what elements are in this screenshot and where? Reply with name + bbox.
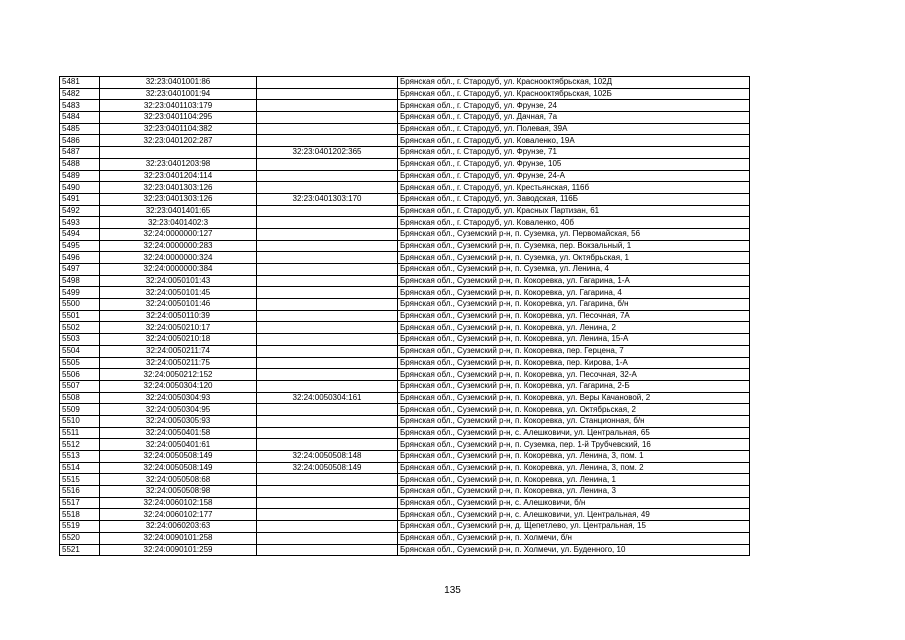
linked-cadastral-number-cell: [257, 275, 398, 287]
address-cell: Брянская обл., Суземский р-н, п. Кокоревка, ул. Октябрьская, 2: [398, 404, 750, 416]
address-cell: Брянская обл., Суземский р-н, п. Суземка, ул. Первомайская, 56: [398, 228, 750, 240]
address-cell: Брянская обл., Суземский р-н, п. Кокоревка, ул. Гагарина, 2-Б: [398, 380, 750, 392]
table-row: [60, 404, 750, 416]
cadastral-number-cell: 32:24:0050304:93: [100, 392, 257, 404]
table-row: [60, 275, 750, 287]
row-number-cell: 5482: [60, 88, 100, 100]
row-number-cell: 5511: [60, 427, 100, 439]
linked-cadastral-number-cell: [257, 217, 398, 229]
row-number-cell: 5496: [60, 252, 100, 264]
linked-cadastral-number-cell: 32:24:0050304:161: [257, 392, 398, 404]
linked-cadastral-number-cell: [257, 532, 398, 544]
row-number-cell: 5507: [60, 380, 100, 392]
table-row: [60, 486, 750, 498]
cadastral-number-cell: 32:24:0050211:75: [100, 357, 257, 369]
cadastral-number-cell: 32:23:0401401:65: [100, 205, 257, 217]
address-cell: Брянская обл., Суземский р-н, п. Кокоревка, ул. Ленина, 3, пом. 2: [398, 462, 750, 474]
row-number-cell: 5518: [60, 509, 100, 521]
address-cell: Брянская обл., Суземский р-н, с. Алешковичи, ул. Центральная, 65: [398, 427, 750, 439]
row-number-cell: 5517: [60, 497, 100, 509]
cadastral-number-cell: 32:24:0050304:95: [100, 404, 257, 416]
linked-cadastral-number-cell: [257, 544, 398, 556]
table-row: [60, 427, 750, 439]
table-row: [60, 334, 750, 346]
address-cell: Брянская обл., Суземский р-н, п. Кокоревка, ул. Гагарина, 1-А: [398, 275, 750, 287]
table-row: [60, 357, 750, 369]
row-number-cell: 5506: [60, 369, 100, 381]
cadastral-number-cell: 32:24:0050110:39: [100, 310, 257, 322]
cadastral-number-cell: 32:24:0050101:43: [100, 275, 257, 287]
row-number-cell: 5487: [60, 147, 100, 159]
linked-cadastral-number-cell: [257, 205, 398, 217]
address-cell: Брянская обл., Суземский р-н, п. Кокоревка, пер. Кирова, 1-А: [398, 357, 750, 369]
table-row: [60, 369, 750, 381]
address-cell: Брянская обл., Суземский р-н, п. Кокоревка, ул. Ленина, 2: [398, 322, 750, 334]
address-cell: Брянская обл., г. Стародуб, ул. Фрунзе, 24-А: [398, 170, 750, 182]
address-cell: Брянская обл., г. Стародуб, ул. Заводская, 116Б: [398, 193, 750, 205]
address-cell: Брянская обл., Суземский р-н, п. Суземка, пер. Вокзальный, 1: [398, 240, 750, 252]
row-number-cell: 5516: [60, 486, 100, 498]
row-number-cell: 5499: [60, 287, 100, 299]
table-row: [60, 521, 750, 533]
linked-cadastral-number-cell: [257, 112, 398, 124]
row-number-cell: 5520: [60, 532, 100, 544]
linked-cadastral-number-cell: 32:24:0050508:149: [257, 462, 398, 474]
table-row: [60, 415, 750, 427]
linked-cadastral-number-cell: [257, 404, 398, 416]
cadastral-number-cell: 32:23:0401104:295: [100, 112, 257, 124]
table-row: [60, 158, 750, 170]
linked-cadastral-number-cell: [257, 427, 398, 439]
address-cell: Брянская обл., г. Стародуб, ул. Коваленко, 40б: [398, 217, 750, 229]
cadastral-number-cell: 32:24:0050401:61: [100, 439, 257, 451]
table-row: [60, 299, 750, 311]
cadastral-number-cell: 32:24:0050305:93: [100, 415, 257, 427]
address-cell: Брянская обл., г. Стародуб, ул. Полевая, 39А: [398, 123, 750, 135]
table-row: [60, 392, 750, 404]
cadastral-number-cell: 32:24:0050508:149: [100, 462, 257, 474]
table-row: [60, 497, 750, 509]
cadastral-number-cell: 32:23:0401001:86: [100, 77, 257, 89]
linked-cadastral-number-cell: 32:23:0401303:170: [257, 193, 398, 205]
cadastral-number-cell: 32:24:0050101:46: [100, 299, 257, 311]
address-cell: Брянская обл., Суземский р-н, п. Кокоревка, ул. Ленина, 1: [398, 474, 750, 486]
table-row: [60, 112, 750, 124]
table-row: [60, 88, 750, 100]
linked-cadastral-number-cell: [257, 380, 398, 392]
cadastral-number-cell: 32:24:0050508:149: [100, 451, 257, 463]
row-number-cell: 5493: [60, 217, 100, 229]
cadastral-number-cell: 32:24:0060102:158: [100, 497, 257, 509]
table-row: [60, 193, 750, 205]
row-number-cell: 5492: [60, 205, 100, 217]
cadastral-number-cell: 32:23:0401303:126: [100, 193, 257, 205]
cadastral-number-cell: 32:24:0050210:17: [100, 322, 257, 334]
address-cell: Брянская обл., Суземский р-н, п. Кокоревка, ул. Ленина, 3: [398, 486, 750, 498]
table-row: [60, 345, 750, 357]
table-row: [60, 147, 750, 159]
row-number-cell: 5498: [60, 275, 100, 287]
row-number-cell: 5513: [60, 451, 100, 463]
address-cell: Брянская обл., г. Стародуб, ул. Крестьянская, 116б: [398, 182, 750, 194]
cadastral-number-cell: 32:24:0000000:324: [100, 252, 257, 264]
row-number-cell: 5488: [60, 158, 100, 170]
address-cell: Брянская обл., Суземский р-н, п. Кокоревка, ул. Ленина, 15-А: [398, 334, 750, 346]
linked-cadastral-number-cell: [257, 322, 398, 334]
address-cell: Брянская обл., г. Стародуб, ул. Фрунзе, 71: [398, 147, 750, 159]
table-row: [60, 252, 750, 264]
linked-cadastral-number-cell: [257, 310, 398, 322]
cadastral-number-cell: 32:24:0050212:152: [100, 369, 257, 381]
address-cell: Брянская обл., Суземский р-н, п. Суземка, ул. Октябрьская, 1: [398, 252, 750, 264]
linked-cadastral-number-cell: [257, 88, 398, 100]
address-cell: Брянская обл., Суземский р-н, п. Кокоревка, ул. Веры Качановой, 2: [398, 392, 750, 404]
page-number: 135: [444, 585, 461, 596]
table-row: [60, 532, 750, 544]
linked-cadastral-number-cell: [257, 264, 398, 276]
address-cell: Брянская обл., Суземский р-н, д. Щепетлево, ул. Центральная, 15: [398, 521, 750, 533]
linked-cadastral-number-cell: [257, 369, 398, 381]
table-row: [60, 509, 750, 521]
address-cell: Брянская обл., Суземский р-н, п. Суземка, ул. Ленина, 4: [398, 264, 750, 276]
linked-cadastral-number-cell: [257, 357, 398, 369]
address-cell: Брянская обл., г. Стародуб, ул. Коваленко, 19А: [398, 135, 750, 147]
linked-cadastral-number-cell: 32:23:0401202:365: [257, 147, 398, 159]
row-number-cell: 5510: [60, 415, 100, 427]
table-row: [60, 123, 750, 135]
address-cell: Брянская обл., г. Стародуб, ул. Краснооктябрьская, 102Д: [398, 77, 750, 89]
row-number-cell: 5521: [60, 544, 100, 556]
row-number-cell: 5484: [60, 112, 100, 124]
row-number-cell: 5503: [60, 334, 100, 346]
linked-cadastral-number-cell: [257, 252, 398, 264]
address-cell: Брянская обл., г. Стародуб, ул. Дачная, 7а: [398, 112, 750, 124]
cadastral-number-cell: 32:24:0000000:127: [100, 228, 257, 240]
table-row: [60, 474, 750, 486]
row-number-cell: 5501: [60, 310, 100, 322]
table-row: [60, 77, 750, 89]
table-row: [60, 264, 750, 276]
linked-cadastral-number-cell: [257, 439, 398, 451]
address-cell: Брянская обл., г. Стародуб, ул. Красных Партизан, 61: [398, 205, 750, 217]
table-row: [60, 310, 750, 322]
cadastral-number-cell: 32:24:0060102:177: [100, 509, 257, 521]
row-number-cell: 5502: [60, 322, 100, 334]
cadastral-number-cell: 32:24:0060203:63: [100, 521, 257, 533]
address-cell: Брянская обл., г. Стародуб, ул. Краснооктябрьская, 102Б: [398, 88, 750, 100]
table-row: [60, 205, 750, 217]
cadastral-number-cell: 32:23:0401204:114: [100, 170, 257, 182]
address-cell: Брянская обл., Суземский р-н, с. Алешковичи, ул. Центральная, 49: [398, 509, 750, 521]
linked-cadastral-number-cell: [257, 345, 398, 357]
cadastral-number-cell: 32:24:0050401:58: [100, 427, 257, 439]
address-cell: Брянская обл., Суземский р-н, п. Кокоревка, ул. Гагарина, б/н: [398, 299, 750, 311]
cadastral-number-cell: 32:24:0000000:384: [100, 264, 257, 276]
cadastral-number-cell: 32:24:0050210:18: [100, 334, 257, 346]
address-cell: Брянская обл., Суземский р-н, п. Холмечи, ул. Буденного, 10: [398, 544, 750, 556]
row-number-cell: 5494: [60, 228, 100, 240]
linked-cadastral-number-cell: [257, 299, 398, 311]
row-number-cell: 5509: [60, 404, 100, 416]
address-cell: Брянская обл., Суземский р-н, п. Кокоревка, ул. Ленина, 3, пом. 1: [398, 451, 750, 463]
cadastral-number-cell: 32:24:0050101:45: [100, 287, 257, 299]
row-number-cell: 5491: [60, 193, 100, 205]
table-row: [60, 439, 750, 451]
row-number-cell: 5481: [60, 77, 100, 89]
address-cell: Брянская обл., Суземский р-н, с. Алешковичи, б/н: [398, 497, 750, 509]
table-row: [60, 544, 750, 556]
cadastral-number-cell: 32:23:0401104:382: [100, 123, 257, 135]
table-row: [60, 240, 750, 252]
table-row: [60, 322, 750, 334]
cadastral-number-cell: 32:23:0401202:287: [100, 135, 257, 147]
table-row: [60, 182, 750, 194]
cadastral-number-cell: 32:24:0050211:74: [100, 345, 257, 357]
linked-cadastral-number-cell: [257, 158, 398, 170]
linked-cadastral-number-cell: [257, 182, 398, 194]
linked-cadastral-number-cell: [257, 521, 398, 533]
row-number-cell: 5508: [60, 392, 100, 404]
address-cell: Брянская обл., Суземский р-н, п. Холмечи, б/н: [398, 532, 750, 544]
table-row: [60, 228, 750, 240]
linked-cadastral-number-cell: [257, 123, 398, 135]
linked-cadastral-number-cell: [257, 135, 398, 147]
linked-cadastral-number-cell: 32:24:0050508:148: [257, 451, 398, 463]
row-number-cell: 5483: [60, 100, 100, 112]
linked-cadastral-number-cell: [257, 100, 398, 112]
table-row: [60, 170, 750, 182]
linked-cadastral-number-cell: [257, 287, 398, 299]
row-number-cell: 5500: [60, 299, 100, 311]
table-row: [60, 135, 750, 147]
table-row: [60, 380, 750, 392]
row-number-cell: 5512: [60, 439, 100, 451]
table-row: [60, 217, 750, 229]
row-number-cell: 5489: [60, 170, 100, 182]
linked-cadastral-number-cell: [257, 170, 398, 182]
row-number-cell: 5505: [60, 357, 100, 369]
linked-cadastral-number-cell: [257, 509, 398, 521]
registry-table-body: [60, 77, 750, 556]
row-number-cell: 5497: [60, 264, 100, 276]
cadastral-number-cell: 32:23:0401103:179: [100, 100, 257, 112]
row-number-cell: 5519: [60, 521, 100, 533]
address-cell: Брянская обл., Суземский р-н, п. Кокоревка, ул. Песочная, 7А: [398, 310, 750, 322]
cadastral-number-cell: 32:24:0090101:259: [100, 544, 257, 556]
linked-cadastral-number-cell: [257, 415, 398, 427]
linked-cadastral-number-cell: [257, 486, 398, 498]
address-cell: Брянская обл., Суземский р-н, п. Кокоревка, ул. Станционная, б/н: [398, 415, 750, 427]
cadastral-number-cell: 32:24:0000000:283: [100, 240, 257, 252]
address-cell: Брянская обл., Суземский р-н, п. Кокоревка, пер. Герцена, 7: [398, 345, 750, 357]
row-number-cell: 5515: [60, 474, 100, 486]
linked-cadastral-number-cell: [257, 474, 398, 486]
cadastral-number-cell: 32:24:0090101:258: [100, 532, 257, 544]
cadastral-number-cell: 32:24:0050508:98: [100, 486, 257, 498]
linked-cadastral-number-cell: [257, 497, 398, 509]
cadastral-number-cell: 32:23:0401203:98: [100, 158, 257, 170]
cadastral-number-cell: [100, 147, 257, 159]
address-cell: Брянская обл., г. Стародуб, ул. Фрунзе, 105: [398, 158, 750, 170]
address-cell: Брянская обл., Суземский р-н, п. Кокоревка, ул. Песочная, 32-А: [398, 369, 750, 381]
registry-table: [59, 76, 750, 556]
row-number-cell: 5485: [60, 123, 100, 135]
linked-cadastral-number-cell: [257, 77, 398, 89]
table-row: [60, 451, 750, 463]
row-number-cell: 5514: [60, 462, 100, 474]
address-cell: Брянская обл., Суземский р-н, п. Суземка, пер. 1-й Трубчевский, 16: [398, 439, 750, 451]
linked-cadastral-number-cell: [257, 240, 398, 252]
row-number-cell: 5486: [60, 135, 100, 147]
cadastral-number-cell: 32:24:0050508:68: [100, 474, 257, 486]
linked-cadastral-number-cell: [257, 334, 398, 346]
table-row: [60, 287, 750, 299]
row-number-cell: 5490: [60, 182, 100, 194]
cadastral-number-cell: 32:24:0050304:120: [100, 380, 257, 392]
cadastral-number-cell: 32:23:0401402:3: [100, 217, 257, 229]
row-number-cell: 5504: [60, 345, 100, 357]
address-cell: Брянская обл., Суземский р-н, п. Кокоревка, ул. Гагарина, 4: [398, 287, 750, 299]
table-row: [60, 100, 750, 112]
address-cell: Брянская обл., г. Стародуб, ул. Фрунзе, 24: [398, 100, 750, 112]
row-number-cell: 5495: [60, 240, 100, 252]
linked-cadastral-number-cell: [257, 228, 398, 240]
cadastral-number-cell: 32:23:0401303:126: [100, 182, 257, 194]
cadastral-number-cell: 32:23:0401001:94: [100, 88, 257, 100]
table-row: [60, 462, 750, 474]
